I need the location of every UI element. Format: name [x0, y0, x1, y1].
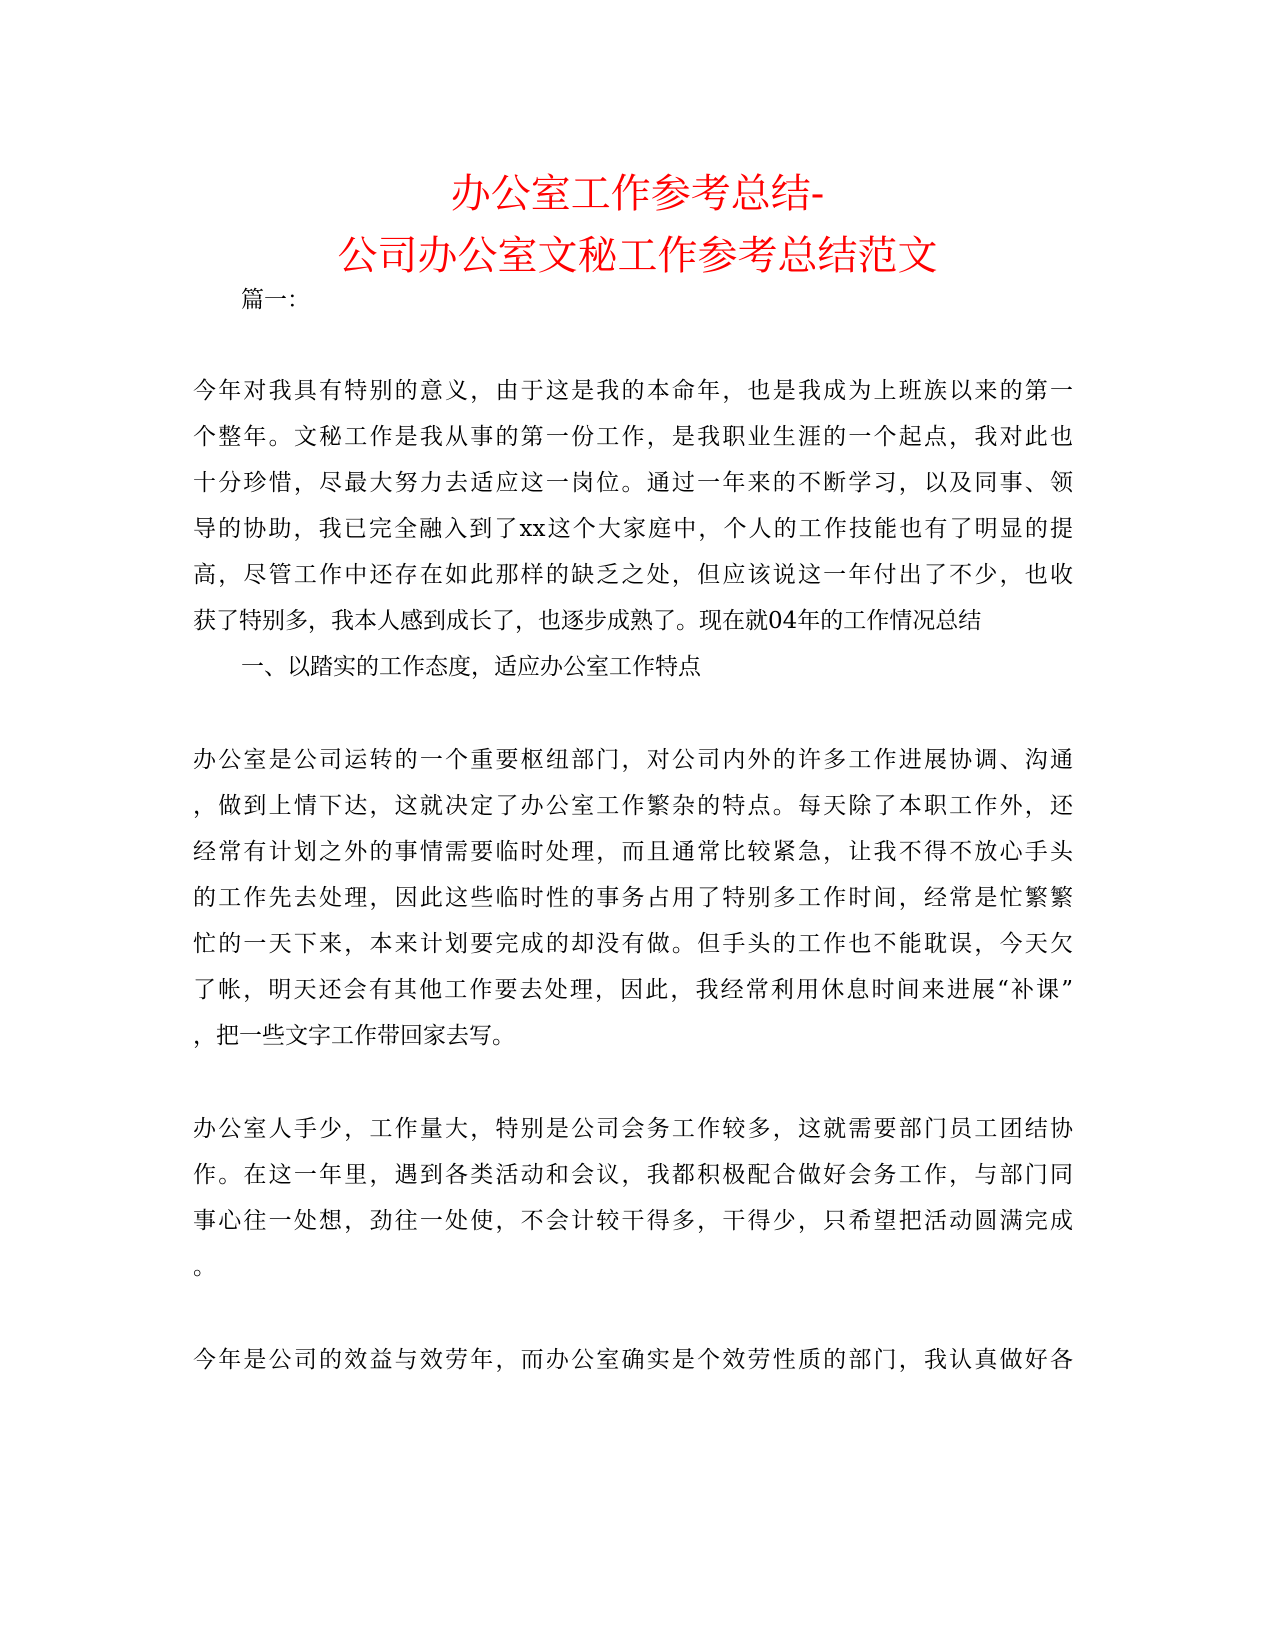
- section-heading: 一、以踏实的工作态度，适应办公室工作特点: [241, 654, 701, 680]
- paragraph-line: 的工作先去处理，因此这些临时性的事务占用了特别多工作时间，经常是忙繁繁: [193, 885, 1073, 911]
- section-label: 篇一：: [241, 287, 310, 313]
- paragraph-line: 办公室人手少，工作量大，特别是公司会务工作较多，这就需要部门员工团结协: [193, 1116, 1073, 1142]
- paragraph-line: 。: [193, 1254, 216, 1280]
- document-title-line1: 办公室工作参考总结-: [450, 171, 825, 217]
- paragraph-line: 事心往一处想，劲往一处使，不会计较干得多，干得少，只希望把活动圆满完成: [193, 1208, 1073, 1234]
- paragraph-line: 高，尽管工作中还存在如此那样的缺乏之处，但应该说这一年付出了不少，也收: [193, 562, 1073, 588]
- paragraph-line: 了帐，明天还会有其他工作要去处理，因此，我经常利用休息时间来进展“补课”: [193, 977, 1073, 1003]
- document-title-line2: 公司办公室文秘工作参考总结范文: [337, 233, 938, 279]
- paragraph-line: 十分珍惜，尽最大努力去适应这一岗位。通过一年来的不断学习，以及同事、领: [193, 470, 1073, 496]
- paragraph-line: 今年对我具有特别的意义，由于这是我的本命年，也是我成为上班族以来的第一: [193, 378, 1073, 404]
- paragraph-line: ，把一些文字工作带回家去写。: [193, 1023, 515, 1049]
- paragraph-line: 个整年。文秘工作是我从事的第一份工作，是我职业生涯的一个起点，我对此也: [193, 424, 1073, 450]
- paragraph-line: ，做到上情下达，这就决定了办公室工作繁杂的特点。每天除了本职工作外，还: [193, 793, 1073, 819]
- paragraph-line: 经常有计划之外的事情需要临时处理，而且通常比较紧急，让我不得不放心手头: [193, 839, 1073, 865]
- paragraph-line: 导的协助，我已完全融入到了xx这个大家庭中，个人的工作技能也有了明显的提: [193, 516, 1073, 542]
- paragraph-line: 今年是公司的效益与效劳年，而办公室确实是个效劳性质的部门，我认真做好各: [193, 1347, 1073, 1373]
- paragraph-line: 办公室是公司运转的一个重要枢纽部门，对公司内外的许多工作进展协调、沟通: [193, 747, 1073, 773]
- paragraph-line: 作。在这一年里，遇到各类活动和会议，我都积极配合做好会务工作，与部门同: [193, 1162, 1073, 1188]
- paragraph-line: 获了特别多，我本人感到成长了，也逐步成熟了。现在就04年的工作情况总结: [193, 608, 982, 634]
- paragraph-line: 忙的一天下来，本来计划要完成的却没有做。但手头的工作也不能耽误，今天欠: [193, 931, 1073, 957]
